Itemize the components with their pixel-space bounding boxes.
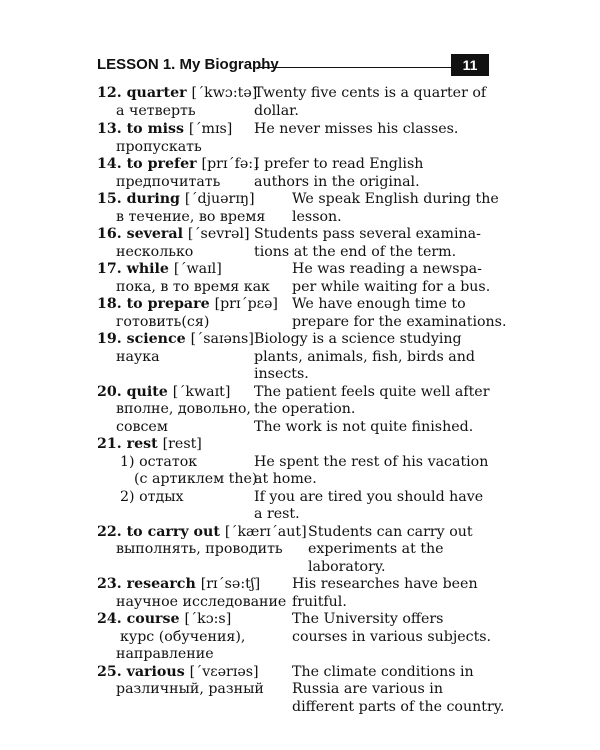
text-line: courses in various subjects.	[292, 629, 492, 645]
text-line: fruitful.	[292, 594, 347, 610]
text-line: different parts of the country.	[292, 699, 505, 715]
lesson-title: LESSON 1. My Biography	[97, 56, 279, 73]
text-line: выполнять, проводить	[116, 541, 283, 557]
text-line: в течение, во время	[116, 209, 266, 225]
text-line: He was reading a newspa-	[292, 261, 482, 277]
text-line: The climate conditions in	[292, 664, 474, 680]
vocab-term: 25. various [ˊvɛərɪəs]	[97, 664, 259, 680]
vocab-term: 16. several [ˊsevrəl]	[97, 226, 250, 242]
text-line: If you are tired you should have	[254, 489, 484, 505]
text-line: Students can carry out	[308, 524, 473, 540]
text-line: 2) отдых	[120, 489, 184, 505]
text-line: совсем	[116, 419, 168, 435]
text-line: готовить(ся)	[116, 314, 210, 330]
text-line: курс (обучения),	[120, 629, 246, 645]
text-line: Twenty five cents is a quarter of	[254, 85, 487, 101]
text-line: несколько	[116, 244, 194, 260]
text-line: Biology is a science studying	[254, 331, 462, 347]
vocab-term: 14. to prefer [prɪˊfə:]	[97, 156, 259, 172]
text-line: the operation.	[254, 401, 356, 417]
vocab-term: 12. quarter [ˊkwɔ:tə]	[97, 85, 258, 101]
vocab-term: 22. to carry out [ˊkærɪˊaut]	[97, 524, 307, 540]
text-line: Russia are various in	[292, 681, 443, 697]
text-line: per while waiting for a bus.	[292, 279, 491, 295]
header-rule	[257, 67, 451, 68]
text-line: prepare for the examinations.	[292, 314, 507, 330]
text-line: The University offers	[292, 611, 444, 627]
vocab-term: 13. to miss [ˊmɪs]	[97, 121, 233, 137]
vocab-term: 23. research [rɪˊsə:tʃ]	[97, 576, 261, 592]
text-line: We have enough time to	[292, 296, 466, 312]
text-line: tions at the end of the term.	[254, 244, 457, 260]
text-line: пропускать	[116, 139, 202, 155]
text-line: He never misses his classes.	[254, 121, 459, 137]
vocab-term: 20. quite [ˊkwaɪt]	[97, 384, 231, 400]
text-line: научное исследование	[116, 594, 287, 610]
page-number: 11	[451, 54, 489, 76]
text-line: вполне, довольно,	[116, 401, 251, 417]
text-line: направление	[116, 646, 214, 662]
text-line: Students pass several examina-	[254, 226, 481, 242]
text-line: at home.	[254, 471, 317, 487]
text-line: insects.	[254, 366, 309, 382]
page-header	[97, 54, 489, 78]
text-line: I prefer to read English	[254, 156, 424, 172]
text-line: 1) остаток	[120, 454, 198, 470]
text-line: (с артиклем the)	[134, 471, 258, 487]
vocab-term: 19. science [ˊsaɪəns]	[97, 331, 254, 347]
text-line: He spent the rest of his vacation	[254, 454, 489, 470]
vocab-term: 17. while [ˊwaɪl]	[97, 261, 222, 277]
text-line: a rest.	[254, 506, 300, 522]
text-line: а четверть	[116, 103, 196, 119]
text-line: различный, разный	[116, 681, 264, 697]
text-line: experiments at the	[308, 541, 444, 557]
text-line: laboratory.	[308, 559, 386, 575]
text-line: dollar.	[254, 103, 299, 119]
vocab-term: 24. course [ˊkɔ:s]	[97, 611, 232, 627]
text-line: пока, в то время как	[116, 279, 270, 295]
vocab-term: 21. rest [rest]	[97, 436, 202, 452]
text-line: The work is not quite finished.	[254, 419, 474, 435]
vocab-term: 15. during [ˊdjuərɪŋ]	[97, 191, 255, 207]
text-line: plants, animals, fish, birds and	[254, 349, 475, 365]
text-line: lesson.	[292, 209, 342, 225]
text-line: His researches have been	[292, 576, 478, 592]
vocab-term: 18. to prepare [prɪˊpɛə]	[97, 296, 278, 312]
text-line: The patient feels quite well after	[254, 384, 490, 400]
text-line: We speak English during the	[292, 191, 499, 207]
text-line: предпочитать	[116, 174, 221, 190]
text-line: authors in the original.	[254, 174, 420, 190]
text-line: наука	[116, 349, 160, 365]
